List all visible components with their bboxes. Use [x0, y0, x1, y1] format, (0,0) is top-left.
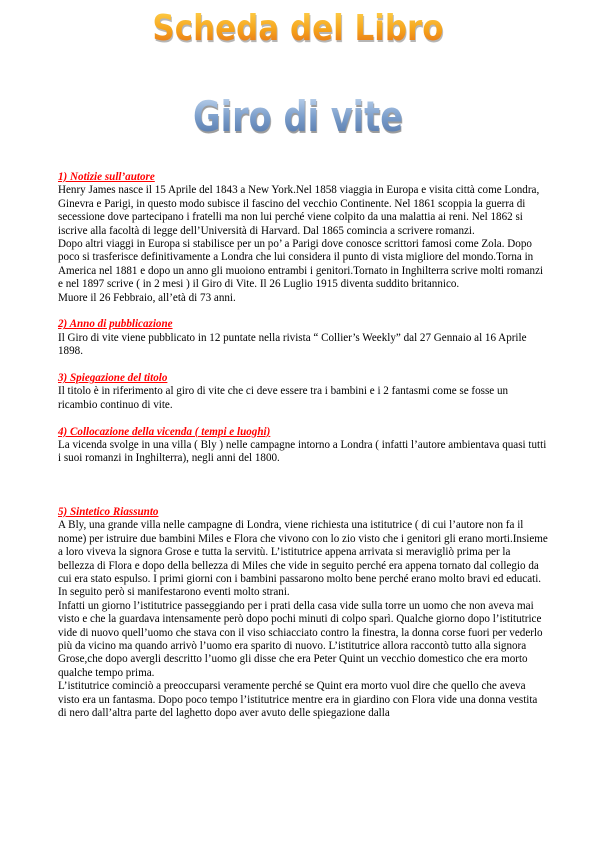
section-heading: 1) Notizie sull’autore [58, 171, 155, 183]
section-setting [58, 426, 548, 466]
document-title: Scheda del Libro [42, 8, 555, 49]
section-title-explanation [58, 372, 548, 412]
book-title: Giro di vite [60, 92, 537, 141]
section-heading: 2) Anno di pubblicazione [58, 318, 173, 331]
section-author [58, 171, 548, 305]
document-body [58, 171, 548, 734]
section-summary [58, 506, 548, 721]
paragraph: Il titolo è in riferimento al giro di vite che ci deve essere tra i bambini e i 2 fantasmi come se fosse un ricambio continuo di vite. [58, 385, 509, 411]
paragraph: Henry James nasce il 15 Aprile del 1843 a New York.Nel 1858 viaggia in Europa e visita città come Londra, Ginevra e Parigi, in questo modo subisce il fascino del vecchio Continente. Nel 1861 scoppia la guerra di secessione dove partecipano i fratelli ma non lui perché viene colpito da una malattia ai reni. Nel 1862 si iscrive alla facoltà di legge dell’Università di Harvard. Dal 1865 comincia a scrivere romanzi. [58, 184, 540, 237]
section-heading: 4) Collocazione della vicenda ( tempi e luoghi) [58, 425, 271, 438]
section-publication-year [58, 318, 548, 358]
paragraph: Dopo altri viaggi in Europa si stabilisce per un po’ a Parigi dove conosce scrittori famosi come Zola. Dopo poco si trasferisce definitivamente a Londra che lui considera il punto di vista migliore del mondo.Torna in America nel 1881 e dopo un anno gli muoiono entrambi i genitori.Tornato in Inghilterra scrive molti romanzi e nel 1897 scrive ( in 2 mesi ) il Giro di Vite. Il 26 Luglio 1915 diventa suddito britannico. [58, 238, 544, 291]
section-heading: 3) Spiegazione del titolo [58, 372, 168, 385]
section-heading: 5) Sintetico Riassunto [58, 505, 159, 518]
paragraph: Muore il 26 Febbraio, all’età di 73 anni. [58, 291, 236, 304]
paragraph: A Bly, una grande villa nelle campagne di Londra, viene richiesta una istitutrice ( di cui l’autore non fa il nome) per istruire due bambini Miles e Flora che vivono con lo zio visto che i genitori gli erano morti.Insieme a loro viveva la signora Grose e tutta la servitù. L’istitutrice appena arrivata si meravigliò prima per la bellezza di Flora e dopo della bellezza di Miles che vide in seguito perché era appena tornato dal collegio da cui era stato espulso. I primi giorni con i bambini passarono molto bene perché erano molto bravi ed educati. In seguito però si manifestarono eventi molto strani. [58, 519, 548, 599]
paragraph: La vicenda svolge in una villa ( Bly ) nelle campagne intorno a Londra ( infatti l’autore ambientava quasi tutti i suoi romanzi in Inghilterra), negli anni del 1800. [58, 439, 547, 465]
paragraph: L’istitutrice cominciò a preoccuparsi veramente perché se Quint era morto vuol dire che quello che aveva visto era un fantasma. Dopo poco tempo l’istitutrice mentre era in giardino con Flora vide una donna vestita di nero dall’altra parte del laghetto dopo aver avuto delle spiegazione dalla [58, 680, 538, 719]
paragraph: Il Giro di vite viene pubblicato in 12 puntate nella rivista “ Collier’s Weekly” dal 27 Gennaio al 16 Aprile 1898. [58, 331, 527, 358]
paragraph: Infatti un giorno l’istitutrice passeggiando per i prati della casa vide sulla torre un uomo che non aveva mai visto e che la guardava intensamente però dopo pochi minuti di colpo sparì. Qualche giorno dopo l’istitutrice vide di nuovo quell’uomo che stava con il viso schiacciato contro la finestra, la donna corse fuori per vederlo più da vicino ma quando arrivò l’uomo era sparito di nuovo. L’istitutrice allora raccontò tutto alla signora Grose,che dopo avergli descritto l’uomo gli disse che era Peter Quint un vecchio domestico che era morto qualche tempo prima. [58, 599, 543, 679]
